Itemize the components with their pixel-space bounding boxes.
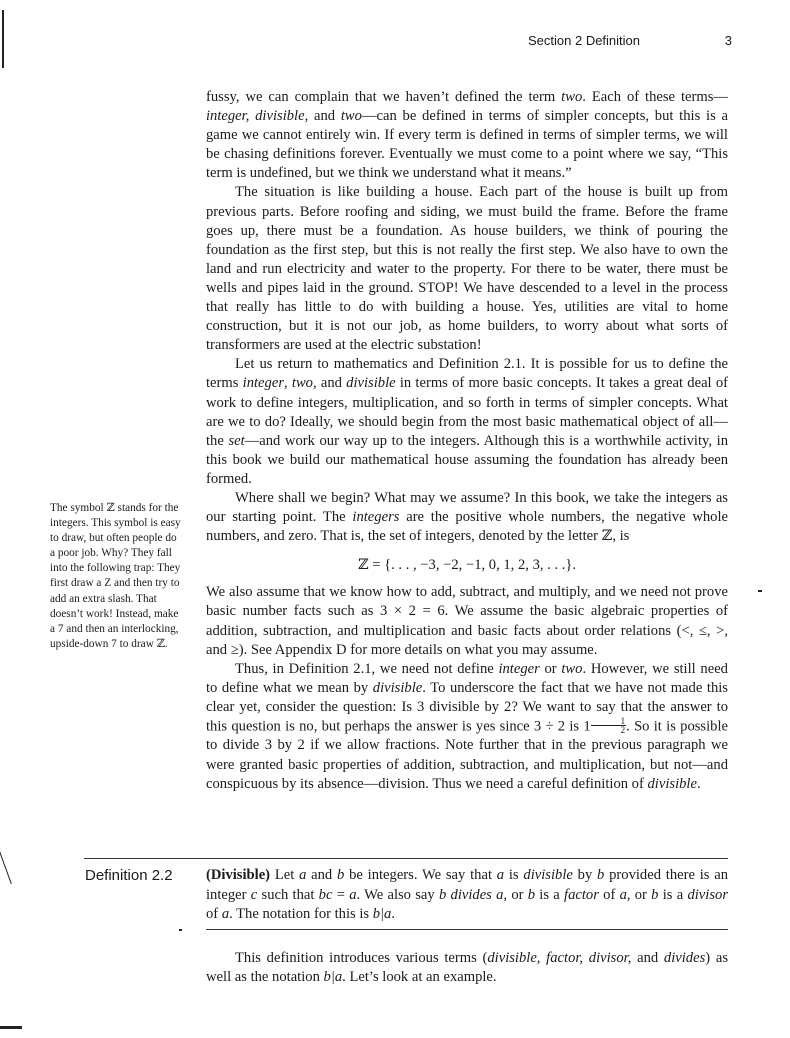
margin-note: The symbol ℤ stands for the integers. This symbol is easy to draw, but often people do a poor job. Why? They fall into the following trap: They first draw a Z and then try to add an extra slash. That doesn’t work! Instead, make a 7 and then an interlocking, upside-down 7 to draw ℤ. bbox=[50, 502, 181, 650]
closing-text bbox=[206, 949, 728, 987]
margin-dot bbox=[758, 590, 762, 592]
paragraph-2: The situation is like building a house. Each part of the house is built up from previous parts. Before roofing and siding, we must build the frame. Before the frame goes up, there must be a foundation. As house builders, we think of pouring the foundation as the first step, but this is not really the first step. We also have to own the land and run electricity and water to the property. For there to be water, there must be wells and pipes laid in the ground. STOP! We have descended to a level in the process that really has little to do with building a house. Yes, utilities are vital to home construction, but it is not our job, as home builders, to worry about what sorts of transformers are used at the electric substation! bbox=[206, 184, 728, 354]
paragraph-6: Thus, in Definition 2.1, we need not define integer or two. However, we still need to define what we mean by divisible. To underscore the fact that we have not made this clear yet, consider the question: Is 3 divisible by 2? We want to say that the answer to this question is no, but perhaps the answer is yes since 3 ÷ 2 is 1 $\frac{1}{2}$ . So it is possible to divide 3 by 2 if we allow fractions. Note further that in the previous paragraph we were granted basic properties of addition, subtraction, and multiplication, but not—and conspicuous by its absence—division. Thus we need a careful definition of divisible. bbox=[206, 660, 728, 792]
header-section: Section 2 Definition bbox=[528, 33, 641, 48]
binding-mark-bottom bbox=[0, 1026, 22, 1029]
paragraph-4: Where shall we begin? What may we assume? In this book, we take the integers as our starting point. The integers are the positive whole numbers, the negative whole numbers, and zero. That is, the set of integers, denoted by the letter ℤ, is bbox=[206, 489, 728, 545]
paragraph-1: fussy, we can complain that we haven’t defined the term two. Each of these terms—integer, divisible, and two—can be defined in terms of simpler concepts, but this is a game we cannot entirely win. If every term is defined in terms of simpler terms, we will be chasing definitions forever. Eventually we must come to a point where we say, “This term is undefined, but we think we understand what it means.” bbox=[206, 89, 728, 182]
main-text bbox=[206, 88, 728, 794]
stray-mark bbox=[179, 929, 182, 931]
binding-curve-mark bbox=[0, 846, 12, 884]
definition-body: (Divisible) Let a and b be integers. We say that a is divisible by b provided there is an integer c such that bc = a. We also say b divides a, or b is a factor of a, or b is a divisor of a. The notation for this is b|a. bbox=[206, 867, 729, 923]
paragraph-5: We also assume that we know how to add, subtract, and multiply, and we need not prove basic number facts such as 3 × 2 = 6. We assume the basic algebraic properties of addition, subtraction, and multiplication and basic facts about order relations (<, ≤, >, and ≥). See Appendix D for more details on what you may assume. bbox=[206, 584, 728, 658]
binding-shadow-top bbox=[2, 10, 4, 68]
definition-rule-bottom bbox=[206, 929, 728, 930]
paragraph-7: This definition introduces various terms (divisible, factor, divisor, and divides) as well as the notation b|a. Let’s look at an example. bbox=[206, 950, 728, 986]
definition-label: Definition 2.2 bbox=[85, 867, 173, 884]
running-header bbox=[528, 33, 732, 51]
definition-rule-top bbox=[84, 858, 728, 859]
page-number: 3 bbox=[724, 33, 732, 48]
fraction-one-half: $\frac{1}{2}$ bbox=[591, 717, 627, 734]
paragraph-3: Let us return to mathematics and Definition 2.1. It is possible for us to define the terms integer, two, and divisible in terms of more basic concepts. It takes a great deal of work to define integers, multiplication, and so forth in terms of simpler concepts. What are we to do? Ideally, we should begin from the most basic mathematical object of all—the set—and work our way up to the integers. Although this is a worthwhile activity, in this book we build our mathematical house assuming the foundation has already been formed. bbox=[206, 356, 728, 487]
integer-set-equation: ℤ = {. . . , −3, −2, −1, 0, 1, 2, 3, . . .}. bbox=[357, 557, 577, 574]
